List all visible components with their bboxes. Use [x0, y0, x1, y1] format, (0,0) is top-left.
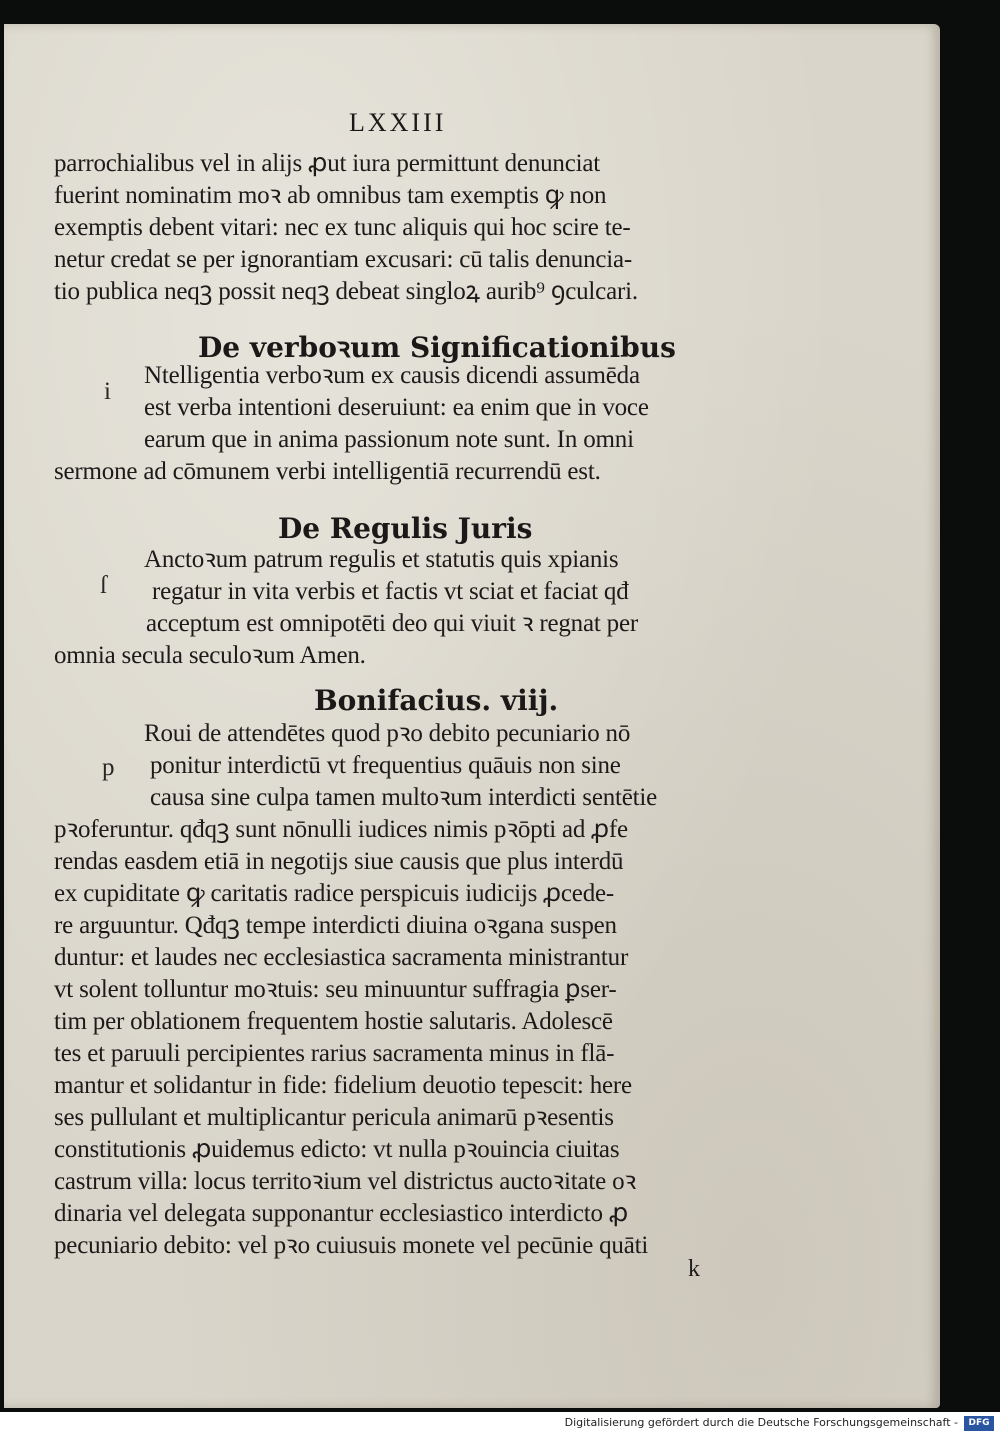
section-heading: Bonifacius. viij. — [314, 684, 559, 717]
text-line: netur credat se per ignorantiam excusari: cū talis denuncia- — [54, 246, 633, 273]
text-line: est verba intentioni deseruiunt: ea enim que in voce — [144, 394, 649, 421]
text-line: Roui de attendētes quod pꝛo debito pecuniario nō — [144, 720, 631, 747]
section-heading: De verboꝛum Significationibus — [198, 331, 676, 364]
section-heading: De Regulis Juris — [278, 512, 533, 545]
text-line: sermone ad cōmunem verbi intelligentiā recurrendū est. — [54, 458, 601, 485]
text-line: omnia secula seculoꝛum Amen. — [54, 642, 366, 669]
text-line: earum que in anima passionum note sunt. In omni — [144, 426, 634, 453]
text-line: tes et paruuli percipientes rarius sacramenta minus in flā- — [54, 1040, 615, 1067]
text-line: ex cupiditate ꝙ caritatis radice perspicuis iudicijs ꝓcede- — [54, 880, 615, 907]
text-line: ponitur interdictū vt frequentius quāuis non sine — [150, 752, 621, 779]
book-page — [4, 24, 940, 1408]
folio-number: LXXIII — [349, 108, 447, 137]
signature-mark: k — [688, 1256, 700, 1282]
text-line: ses pullulant et multiplicantur pericula animarū pꝛesentis — [54, 1104, 614, 1131]
text-line: pꝛoferuntur. qđqꝫ sunt nōnulli iudices nimis pꝛōpti ad ꝓfe — [54, 816, 628, 843]
footer-bar — [0, 1412, 1000, 1437]
guide-letter: p — [102, 754, 115, 781]
text-line: duntur: et laudes nec ecclesiastica sacramenta ministrantur — [54, 944, 629, 971]
text-line: tim per oblationem frequentem hostie salutaris. Adolescē — [54, 1008, 613, 1035]
text-line: exemptis debent vitari: nec ex tunc aliquis qui hoc scire te- — [54, 214, 631, 241]
text-line: pecuniario debito: vel pꝛo cuiusuis monete vel pecūnie quāti — [54, 1232, 649, 1259]
text-line: fuerint nominatim moꝛ ab omnibus tam exemptis ꝙ non — [54, 182, 607, 209]
text-line: constitutionis ꝓuidemus edicto: vt nulla pꝛouincia ciuitas — [54, 1136, 620, 1163]
text-line: mantur et solidantur in fide: fidelium deuotio tepescit: here — [54, 1072, 632, 1099]
dfg-logo: DFG — [964, 1416, 994, 1431]
text-line: dinaria vel delegata supponantur ecclesiastico interdicto ꝓ — [54, 1200, 629, 1227]
text-line: acceptum est omnipotēti deo qui viuit ꝛ regnat per — [146, 610, 638, 637]
guide-letter: i — [104, 378, 111, 405]
text-line: Anctoꝛum patrum regulis et statutis quis xpianis — [144, 546, 619, 573]
text-line: castrum villa: locus territoꝛium vel districtus auctoꝛitate oꝛ — [54, 1168, 637, 1195]
text-line: causa sine culpa tamen multoꝛum interdicti sentētie — [150, 784, 658, 811]
text-line: re arguuntur. Qđqꝫ tempe interdicti diuina oꝛgana suspen — [54, 912, 617, 939]
text-line: vt solent tolluntur moꝛtuis: seu minuuntur suffragia ꝑser- — [54, 976, 617, 1003]
guide-letter: ſ — [100, 572, 107, 599]
text-line: rendas easdem etiā in negotijs siue causis que plus interdū — [54, 848, 624, 875]
text-line: regatur in vita verbis et factis vt sciat et faciat qđ — [152, 578, 629, 605]
funding-credit: Digitalisierung gefördert durch die Deutsche Forschungsgemeinschaft - — [564, 1416, 958, 1429]
text-line: parrochialibus vel in alijs ꝓut iura permittunt denunciat — [54, 150, 601, 177]
text-line: Ntelligentia verboꝛum ex causis dicendi assumēda — [144, 362, 640, 389]
text-line: tio publica neqꝫ possit neqꝫ debeat singloꝝ aurib⁹ ꝯculcari. — [54, 278, 638, 305]
